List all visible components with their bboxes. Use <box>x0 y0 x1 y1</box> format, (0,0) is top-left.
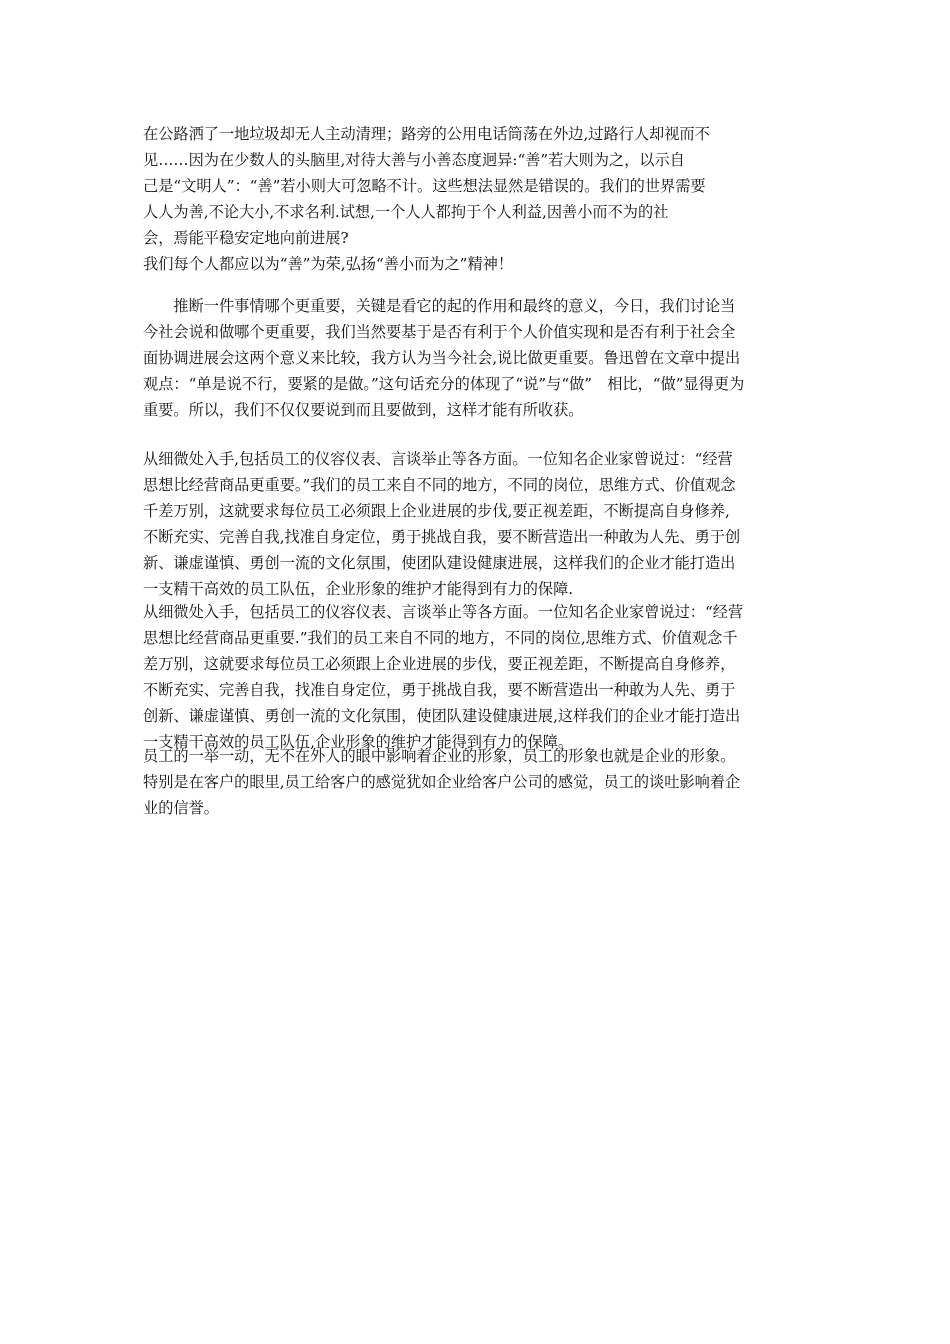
text-line: 新、谦虚谨慎、勇创一流的文化氛围，使团队建设健康进展，这样我们的企业才能打造出 <box>143 554 736 572</box>
text-line: 不断充实、完善自我，找准自身定位，勇于挑战自我，要不断营造出一种敢为人先、勇于 <box>143 681 736 699</box>
paragraph-staff-image-1 <box>143 446 813 602</box>
text-line: 业的信誉。 <box>143 799 219 817</box>
text-line: 观点：“单是说不行，要紧的是做。”这句话充分的体现了“说”与“做” 相比，“做”显得更为 <box>143 375 745 393</box>
text-line: 推断一件事情哪个更重要，关键是看它的起的作用和最终的意义，今日，我们讨论当 <box>143 297 736 315</box>
text-line: 一支精干高效的员工队伍,企业形象的维护才能得到有力的保障。 <box>143 733 574 751</box>
text-line: 己是“文明人”：“善”若小则大可忽略不计。这些想法显然是错误的。我们的世界需要 <box>143 177 706 195</box>
text-line: 创新、谦虚谨慎、勇创一流的文化氛围，使团队建设健康进展,这样我们的企业才能打造出 <box>143 707 741 725</box>
text-line: 千差万别，这就要求每位员工必须跟上企业进展的步伐,要正视差距，不断提高自身修养, <box>143 502 730 520</box>
text-line: 不断充实、完善自我,找准自身定位，勇于挑战自我，要不断营造出一种敢为人先、勇于创 <box>143 528 741 546</box>
text-line: 面协调进展会这两个意义来比较，我方认为当今社会,说比做更重要。鲁迅曾在文章中提出 <box>143 349 741 367</box>
text-line: 重要。所以，我们不仅仅要说到而且要做到，这样才能有所收获。 <box>143 401 584 419</box>
text-line: 从细微处入手,包括员工的仪容仪表、言谈举止等各方面。一位知名企业家曾说过：“经营 <box>143 450 733 468</box>
text-line: 见……因为在少数人的头脑里,对待大善与小善态度迥异:“善”若大则为之，以示自 <box>143 151 685 169</box>
paragraph-say-vs-do <box>143 293 813 423</box>
paragraph-staff-conduct <box>143 743 813 821</box>
text-line: 人人为善,不论大小,不求名利.试想,一个人人都拘于个人利益,因善小而不为的社 <box>143 203 669 221</box>
text-line: 在公路洒了一地垃圾却无人主动清理；路旁的公用电话筒荡在外边,过路行人却视而不 <box>143 125 710 143</box>
paragraph-staff-image-2 <box>143 599 813 755</box>
paragraph-good-deeds <box>143 121 813 277</box>
text-line: 会，焉能平稳安定地向前进展? <box>143 229 349 247</box>
text-line: 差万别，这就要求每位员工必须跟上企业进展的步伐，要正视差距，不断提高自身修养， <box>143 655 736 673</box>
text-line: 从细微处入手，包括员工的仪容仪表、言谈举止等各方面。一位知名企业家曾说过：“经营 <box>143 603 744 621</box>
text-line: 员工的一举一动，无不在外人的眼中影响着企业的形象，员工的形象也就是企业的形象。 <box>143 747 736 765</box>
text-line: 今社会说和做哪个更重要，我们当然要基于是否有利于个人价值实现和是否有利于社会全 <box>143 323 736 341</box>
text-line: 思想比经营商品更重要。”我们的员工来自不同的地方，不同的岗位，思维方式、价值观念 <box>143 476 736 494</box>
text-line: 我们每个人都应以为“善”为荣,弘扬“善小而为之”精神！ <box>143 255 514 273</box>
text-line: 一支精干高效的员工队伍，企业形象的维护才能得到有力的保障. <box>143 580 574 598</box>
text-line: 思想比经营商品更重要.”我们的员工来自不同的地方，不同的岗位,思维方式、价值观念千 <box>143 629 738 647</box>
text-line: 特别是在客户的眼里,员工给客户的感觉犹如企业给客户公司的感觉，员工的谈吐影响着企 <box>143 773 741 791</box>
